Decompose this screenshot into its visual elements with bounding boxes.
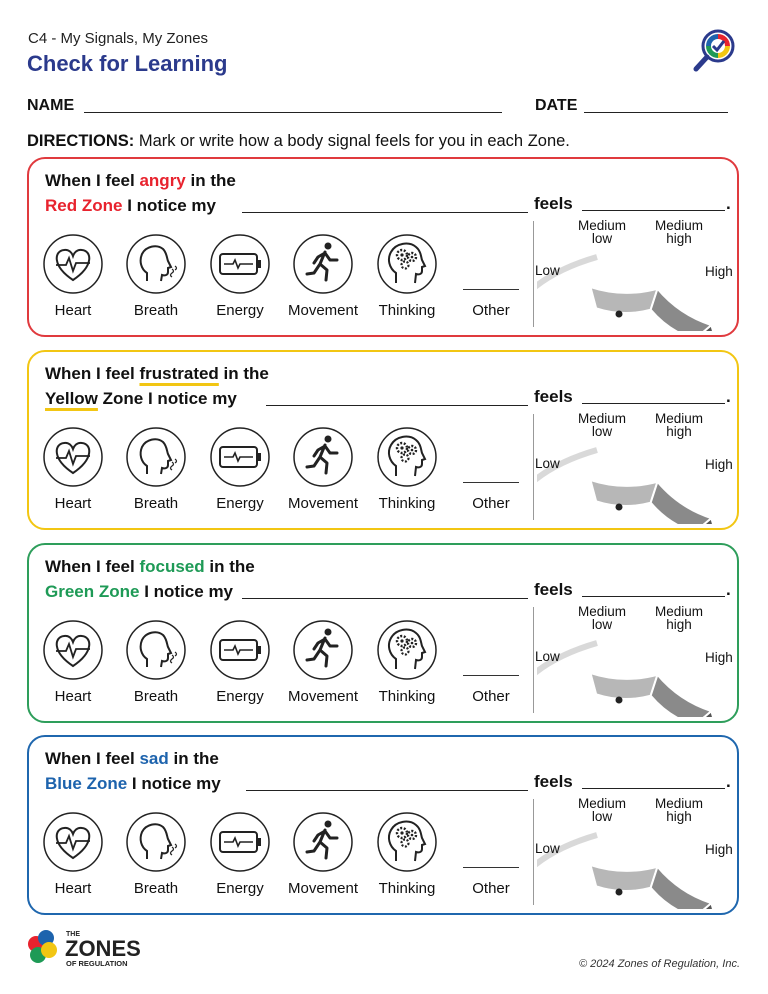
icon-label: Heart: [54, 302, 92, 319]
zone-color-word: Blue: [45, 774, 82, 793]
feels-answer-line[interactable]: [582, 210, 725, 211]
period: .: [726, 580, 731, 599]
icon-label: Thinking: [378, 880, 436, 897]
zone-panel-yellow: [27, 350, 739, 530]
heart-icon[interactable]: [42, 426, 104, 488]
feeling-word: angry: [139, 171, 186, 190]
check-magnifier-icon: [690, 26, 740, 76]
feels-answer-line[interactable]: [582, 788, 725, 789]
meter-label-high: High: [705, 264, 733, 279]
meter-label-medium-high: Medium high: [654, 796, 703, 824]
other-answer-line[interactable]: [463, 289, 519, 290]
icon-label: Energy: [216, 688, 264, 705]
icon-label: Heart: [54, 688, 92, 705]
icon-label-other: Other: [472, 688, 510, 705]
icon-label: Energy: [216, 495, 264, 512]
feeling-word: frustrated: [139, 364, 219, 383]
meter-label-low: Low: [535, 263, 560, 278]
other-answer-line[interactable]: [463, 482, 519, 483]
meter-divider: [533, 607, 534, 713]
meter-divider: [533, 414, 534, 520]
icon-label: Thinking: [378, 302, 436, 319]
movement-icon[interactable]: [292, 619, 354, 681]
breath-icon[interactable]: [125, 619, 187, 681]
heart-icon[interactable]: [42, 619, 104, 681]
meter-label-high: High: [705, 842, 733, 857]
meter-label-low: Low: [535, 649, 560, 664]
logo-of-regulation: OF REGULATION: [66, 959, 128, 968]
icon-label: Energy: [216, 880, 264, 897]
zone-color-word: Yellow: [45, 389, 98, 408]
icon-label: Energy: [216, 302, 264, 319]
icon-label: Breath: [133, 880, 179, 897]
period: .: [726, 387, 731, 406]
meter-divider: [533, 799, 534, 905]
icon-label: Breath: [133, 495, 179, 512]
icon-label: Thinking: [378, 688, 436, 705]
meter-label-medium-high: Medium high: [654, 604, 703, 632]
breath-icon[interactable]: [125, 811, 187, 873]
name-field[interactable]: [84, 112, 502, 113]
prompt-line-1: [45, 171, 236, 191]
when-i-feel-text: When I feel: [45, 364, 140, 383]
prompt-line-2: [45, 582, 233, 602]
zone-word: Zone: [77, 196, 123, 215]
meter-pivot: [616, 697, 623, 704]
body-signal-answer-line[interactable]: [266, 405, 528, 406]
breath-icon[interactable]: [125, 426, 187, 488]
prompt-line-2: [45, 196, 216, 216]
meter-label-medium-high: Medium high: [654, 411, 703, 439]
in-the-text: in the: [218, 364, 269, 383]
meter-medium-high-segment: [651, 675, 712, 717]
when-i-feel-text: When I feel: [45, 171, 140, 190]
logo-zones: ZONES: [65, 936, 141, 961]
meter-medium-low-segment: [590, 865, 657, 891]
thinking-icon[interactable]: [376, 811, 438, 873]
icon-label: Movement: [287, 880, 359, 897]
heart-icon[interactable]: [42, 233, 104, 295]
icon-label: Movement: [287, 302, 359, 319]
energy-icon[interactable]: [209, 426, 271, 488]
thinking-icon[interactable]: [376, 233, 438, 295]
meter-label-medium-low: Medium low: [577, 604, 626, 632]
movement-icon[interactable]: [292, 233, 354, 295]
other-answer-line[interactable]: [463, 675, 519, 676]
meter-medium-low-segment: [590, 287, 657, 313]
when-i-feel-text: When I feel: [45, 557, 140, 576]
directions-text: Mark or write how a body signal feels for you in each Zone.: [134, 132, 570, 150]
period: .: [726, 772, 731, 791]
meter-label-medium-high: Medium high: [654, 218, 703, 246]
prompt-line-2: [45, 389, 237, 409]
logo-the: THE: [66, 931, 80, 938]
feeling-word: sad: [139, 749, 169, 768]
heart-icon[interactable]: [42, 811, 104, 873]
directions: [27, 132, 570, 151]
in-the-text: in the: [204, 557, 255, 576]
feeling-word: focused: [139, 557, 205, 576]
energy-icon[interactable]: [209, 619, 271, 681]
meter-label-high: High: [705, 650, 733, 665]
meter-medium-high-segment: [651, 289, 712, 331]
thinking-icon[interactable]: [376, 426, 438, 488]
body-signal-answer-line[interactable]: [246, 790, 528, 791]
feels-label: feels: [534, 194, 573, 213]
icon-label-other: Other: [472, 880, 510, 897]
meter-label-medium-low: Medium low: [577, 796, 626, 824]
prompt-line-1: [45, 557, 255, 577]
meter-pivot: [616, 311, 623, 318]
breath-icon[interactable]: [125, 233, 187, 295]
meter-label-low: Low: [535, 456, 560, 471]
prompt-line-2: [45, 774, 221, 794]
zone-word: Zone: [97, 389, 144, 408]
prompt-line-1: [45, 364, 269, 384]
icon-label: Thinking: [378, 495, 436, 512]
meter-label-high: High: [705, 457, 733, 472]
in-the-text: in the: [168, 749, 219, 768]
meter-divider: [533, 221, 534, 327]
date-field[interactable]: [584, 112, 728, 113]
icon-label: Breath: [133, 688, 179, 705]
body-signal-answer-line[interactable]: [242, 212, 528, 213]
icon-label-other: Other: [472, 302, 510, 319]
meter-medium-low-segment: [590, 480, 657, 506]
meter-label-medium-low: Medium low: [577, 218, 626, 246]
icon-label: Heart: [54, 880, 92, 897]
zone-panel-red: [27, 157, 739, 337]
prompt-line-1: [45, 749, 219, 769]
i-notice-my-text: I notice my: [127, 774, 221, 793]
icon-label: Movement: [287, 495, 359, 512]
icon-label-other: Other: [472, 495, 510, 512]
copyright: © 2024 Zones of Regulation, Inc.: [579, 958, 740, 970]
energy-icon[interactable]: [209, 811, 271, 873]
zones-of-regulation-logo: [26, 926, 156, 972]
icon-label: Breath: [133, 302, 179, 319]
zone-color-word: Green: [45, 582, 95, 601]
zone-color-word: Red: [45, 196, 78, 215]
feels-label: feels: [534, 580, 573, 599]
name-label: NAME: [27, 97, 75, 114]
zone-panel-blue: [27, 735, 739, 915]
meter-medium-high-segment: [651, 482, 712, 524]
feels-answer-line[interactable]: [582, 596, 725, 597]
directions-label: DIRECTIONS:: [27, 132, 135, 150]
meter-label-medium-low: Medium low: [577, 411, 626, 439]
zone-panel-green: [27, 543, 739, 723]
movement-icon[interactable]: [292, 811, 354, 873]
meter-label-low: Low: [535, 841, 560, 856]
feels-answer-line[interactable]: [582, 403, 725, 404]
meter-pivot: [616, 504, 623, 511]
energy-icon[interactable]: [209, 233, 271, 295]
icon-label: Heart: [54, 495, 92, 512]
zone-word: Zone: [81, 774, 128, 793]
period: .: [726, 194, 731, 213]
zone-word: Zone: [94, 582, 140, 601]
meter-medium-low-segment: [590, 673, 657, 699]
feels-label: feels: [534, 772, 573, 791]
movement-icon[interactable]: [292, 426, 354, 488]
date-label: DATE: [535, 97, 578, 114]
i-notice-my-text: I notice my: [122, 196, 216, 215]
feels-label: feels: [534, 387, 573, 406]
in-the-text: in the: [185, 171, 236, 190]
body-signal-answer-line[interactable]: [242, 598, 528, 599]
page-title: Check for Learning: [27, 51, 228, 76]
meter-medium-high-segment: [651, 867, 712, 909]
i-notice-my-text: I notice my: [139, 582, 234, 601]
thinking-icon[interactable]: [376, 619, 438, 681]
worksheet-code: C4 - My Signals, My Zones: [28, 30, 209, 47]
when-i-feel-text: When I feel: [45, 749, 140, 768]
other-answer-line[interactable]: [463, 867, 519, 868]
icon-label: Movement: [287, 688, 359, 705]
meter-pivot: [616, 889, 623, 896]
i-notice-my-text: I notice my: [143, 389, 237, 408]
